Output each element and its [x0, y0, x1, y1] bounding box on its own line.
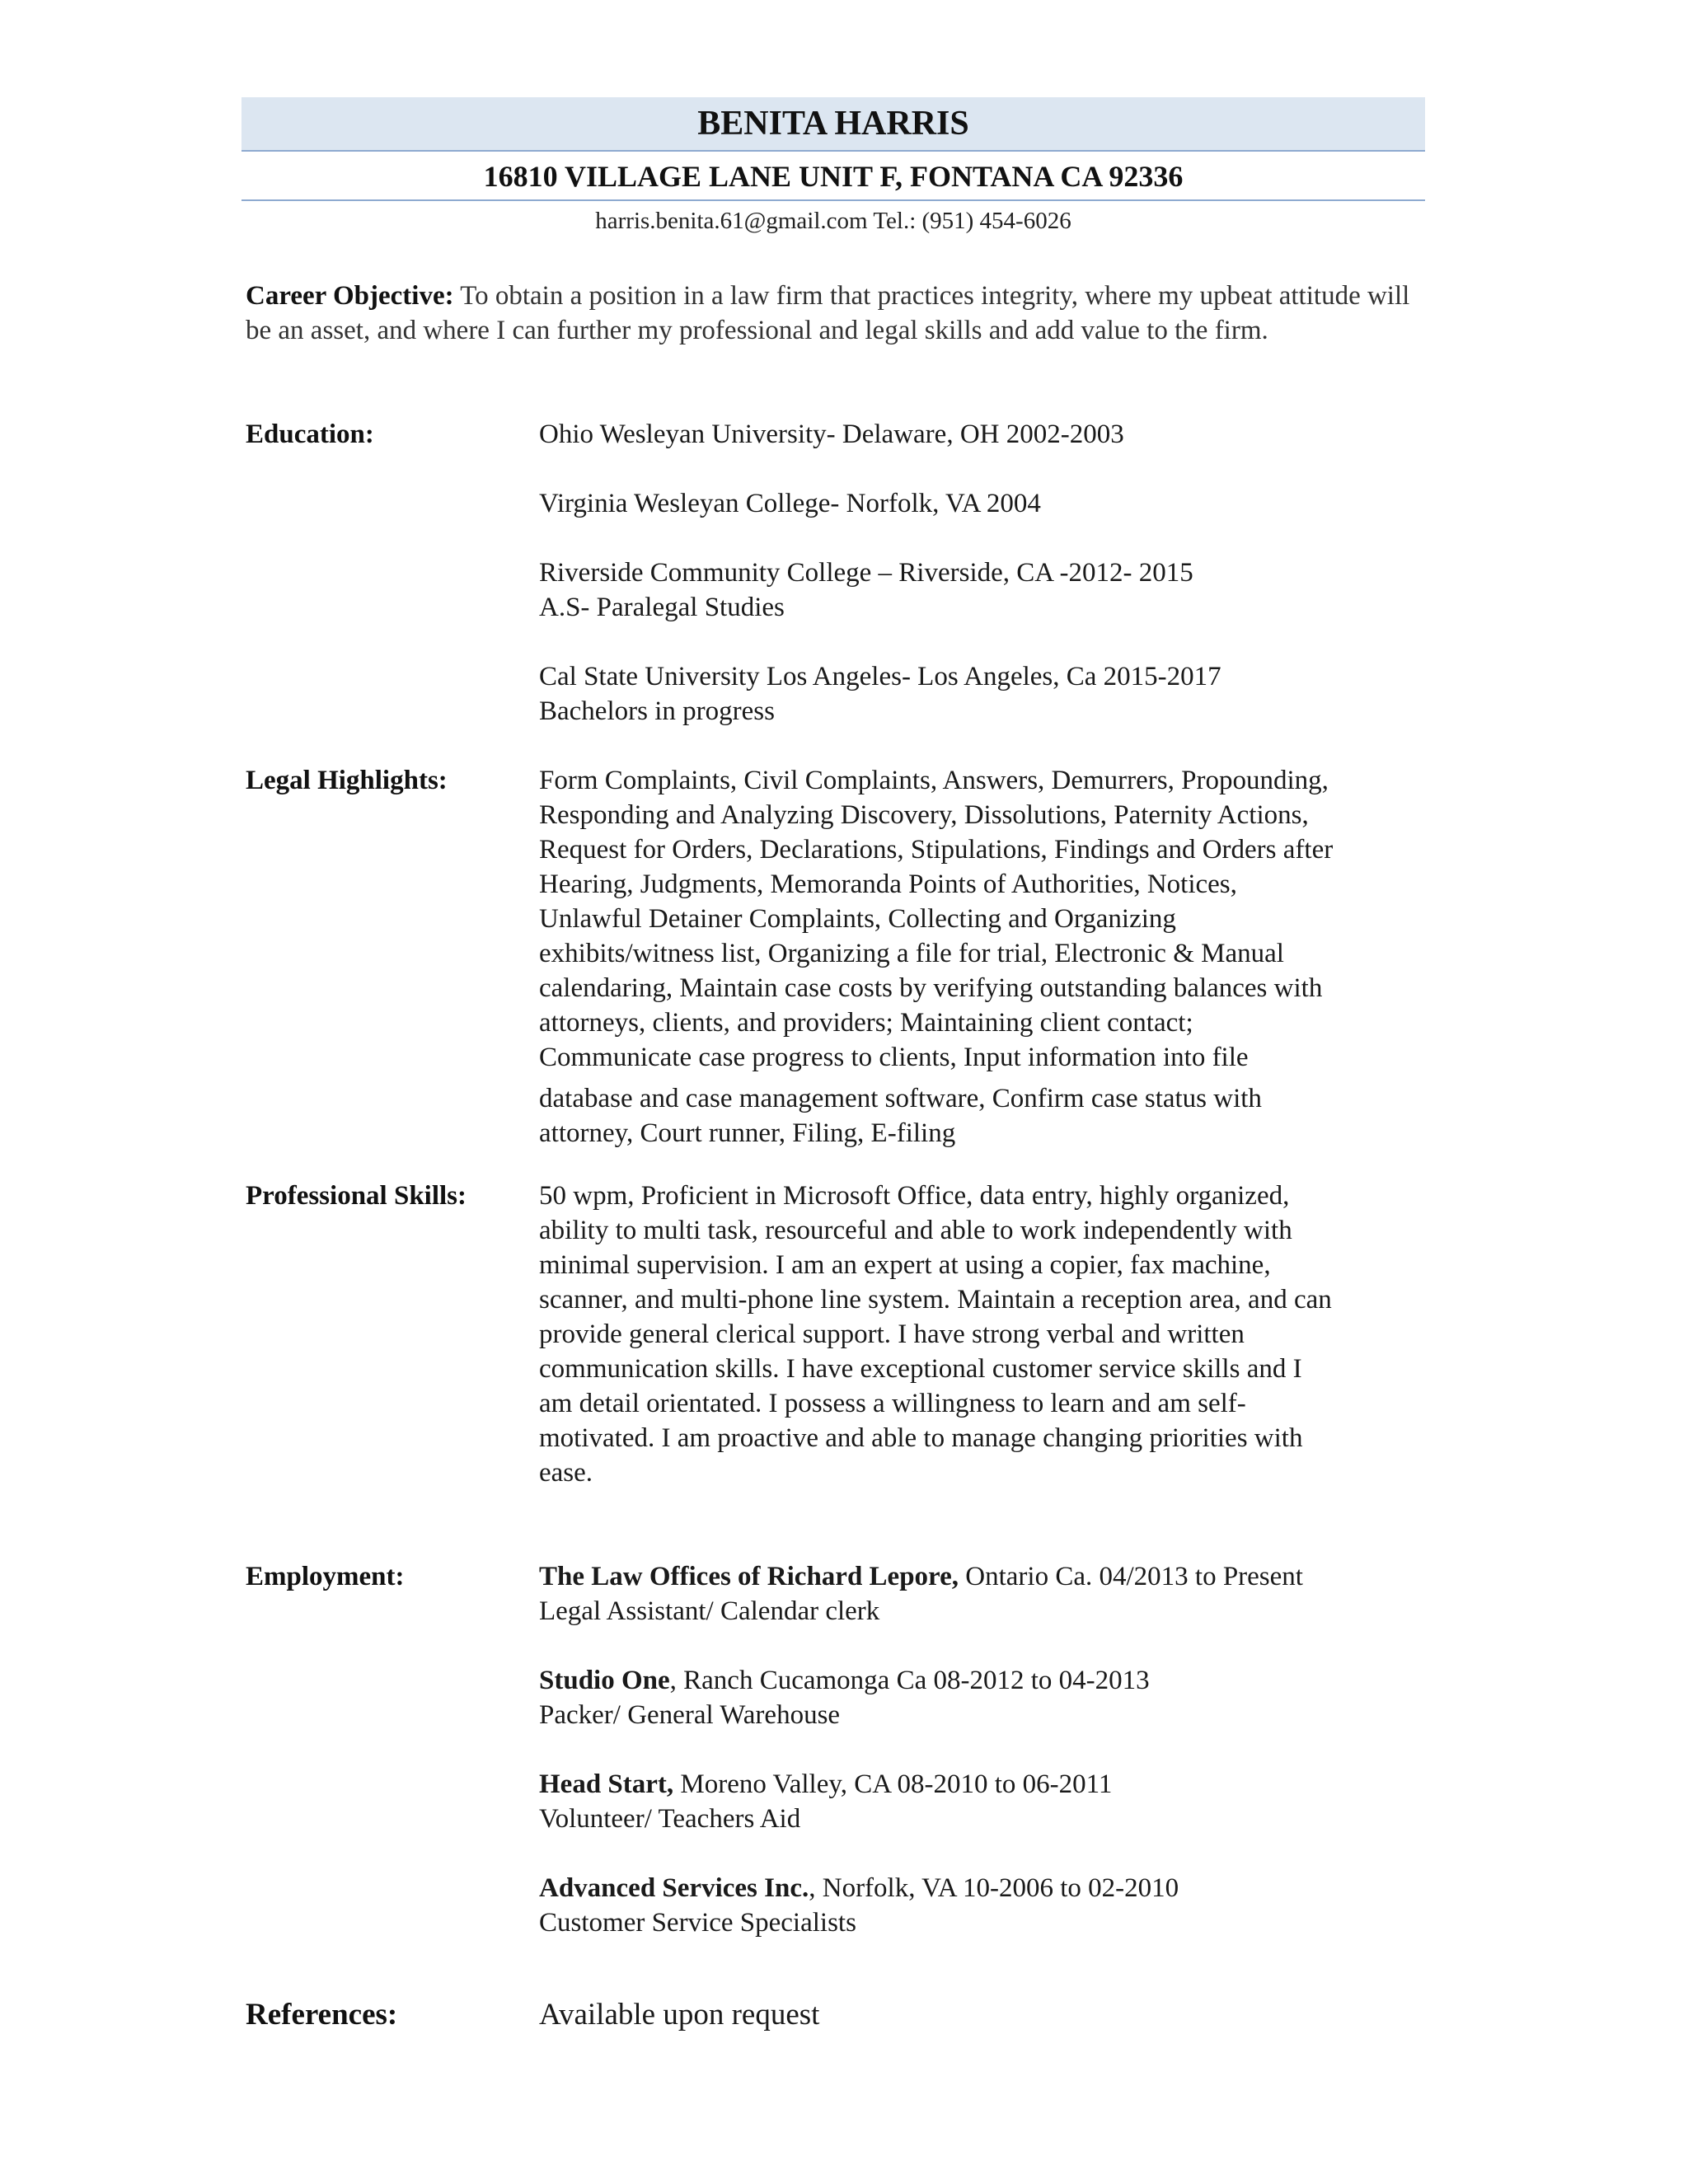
employment-details: , Norfolk, VA 10-2006 to 02-2010: [809, 1873, 1179, 1903]
legal-line: Form Complaints, Civil Complaints, Answers, Demurrers, Propounding,: [539, 766, 1329, 795]
job-title: Customer Service Specialists: [539, 1908, 856, 1938]
education-line: Virginia Wesleyan College- Norfolk, VA 2004: [539, 489, 1041, 518]
references-text: Available upon request: [539, 1998, 820, 2032]
career-objective-label: Career Objective:: [246, 281, 454, 311]
employment-entry: [539, 1559, 1425, 1629]
skills-line: provide general clerical support. I have strong verbal and written: [539, 1319, 1245, 1349]
legal-line: attorneys, clients, and providers; Maintaining client contact;: [539, 1008, 1193, 1038]
employer-name: Head Start,: [539, 1769, 674, 1799]
skills-line: am detail orientated. I possess a willingness to learn and am self-: [539, 1389, 1246, 1418]
education-line: Ohio Wesleyan University- Delaware, OH 2002-2003: [539, 419, 1124, 449]
legal-line: Unlawful Detainer Complaints, Collecting and Organizing: [539, 904, 1176, 934]
career-objective-text: To obtain a position in a law firm that practices integrity, where my upbeat attitude will be an asset, and where I can further my professional and legal skills and add value to the firm.: [246, 281, 1410, 345]
skills-line: ability to multi task, resourceful and able to work independently with: [539, 1216, 1292, 1245]
education-section: [539, 417, 1425, 763]
candidate-name: BENITA HARRIS: [241, 97, 1425, 152]
employment-header: [539, 1663, 1425, 1698]
legal-line: Hearing, Judgments, Memoranda Points of Authorities, Notices,: [539, 869, 1237, 899]
skills-line: ease.: [539, 1458, 593, 1488]
career-objective: [246, 279, 1426, 348]
legal-line: Request for Orders, Declarations, Stipulations, Findings and Orders after: [539, 835, 1334, 865]
legal-highlights-label: Legal Highlights:: [246, 766, 448, 795]
employer-name: The Law Offices of Richard Lepore,: [539, 1562, 959, 1591]
employment-details: , Ranch Cucamonga Ca 08-2012 to 04-2013: [669, 1666, 1150, 1695]
employer-name: Studio One: [539, 1666, 670, 1695]
education-entry: [539, 555, 1425, 625]
professional-skills-label: Professional Skills:: [246, 1181, 467, 1211]
legal-line: attorney, Court runner, Filing, E-filing: [539, 1118, 956, 1148]
job-title: Volunteer/ Teachers Aid: [539, 1804, 801, 1834]
legal-line: exhibits/witness list, Organizing a file for trial, Electronic & Manual: [539, 939, 1284, 968]
professional-skills-text: [539, 1179, 1425, 1490]
legal-highlights-text: [539, 763, 1425, 1151]
legal-line: Responding and Analyzing Discovery, Dissolutions, Paternity Actions,: [539, 800, 1309, 830]
employment-entry: [539, 1767, 1425, 1836]
skills-line: minimal supervision. I am an expert at using a copier, fax machine,: [539, 1250, 1271, 1280]
employment-label: Employment:: [246, 1562, 405, 1591]
education-line: Riverside Community College – Riverside, CA -2012- 2015: [539, 558, 1193, 588]
legal-line: Communicate case progress to clients, Input information into file: [539, 1043, 1249, 1072]
candidate-address: 16810 VILLAGE LANE UNIT F, FONTANA CA 92336: [241, 153, 1425, 201]
employer-name: Advanced Services Inc.: [539, 1873, 809, 1903]
employment-header: [539, 1559, 1425, 1594]
contact-line: harris.benita.61@gmail.com Tel.: (951) 454-6026: [595, 208, 1071, 234]
employment-entry: [539, 1871, 1425, 1940]
job-title: Packer/ General Warehouse: [539, 1700, 841, 1730]
education-entry: [539, 417, 1425, 452]
skills-line: communication skills. I have exceptional customer service skills and I: [539, 1354, 1302, 1384]
employment-entry: [539, 1663, 1425, 1732]
education-line: A.S- Paralegal Studies: [539, 593, 785, 622]
skills-line: scanner, and multi-phone line system. Maintain a reception area, and can: [539, 1285, 1332, 1315]
references-label: References:: [246, 1998, 398, 2032]
education-line: Bachelors in progress: [539, 696, 775, 726]
employment-details: Ontario Ca. 04/2013 to Present: [959, 1562, 1303, 1591]
employment-details: Moreno Valley, CA 08-2010 to 06-2011: [673, 1769, 1113, 1799]
education-entry: [539, 659, 1425, 729]
skills-line: motivated. I am proactive and able to manage changing priorities with: [539, 1423, 1303, 1453]
employment-header: [539, 1871, 1425, 1905]
employment-header: [539, 1767, 1425, 1802]
job-title: Legal Assistant/ Calendar clerk: [539, 1596, 880, 1626]
education-line: Cal State University Los Angeles- Los Angeles, Ca 2015-2017: [539, 662, 1221, 691]
employment-section: [539, 1559, 1425, 1975]
education-label: Education:: [246, 419, 374, 449]
legal-line: database and case management software, Confirm case status with: [539, 1084, 1262, 1113]
skills-line: 50 wpm, Proficient in Microsoft Office, data entry, highly organized,: [539, 1181, 1290, 1211]
education-entry: [539, 486, 1425, 521]
legal-line: calendaring, Maintain case costs by verifying outstanding balances with: [539, 973, 1323, 1003]
